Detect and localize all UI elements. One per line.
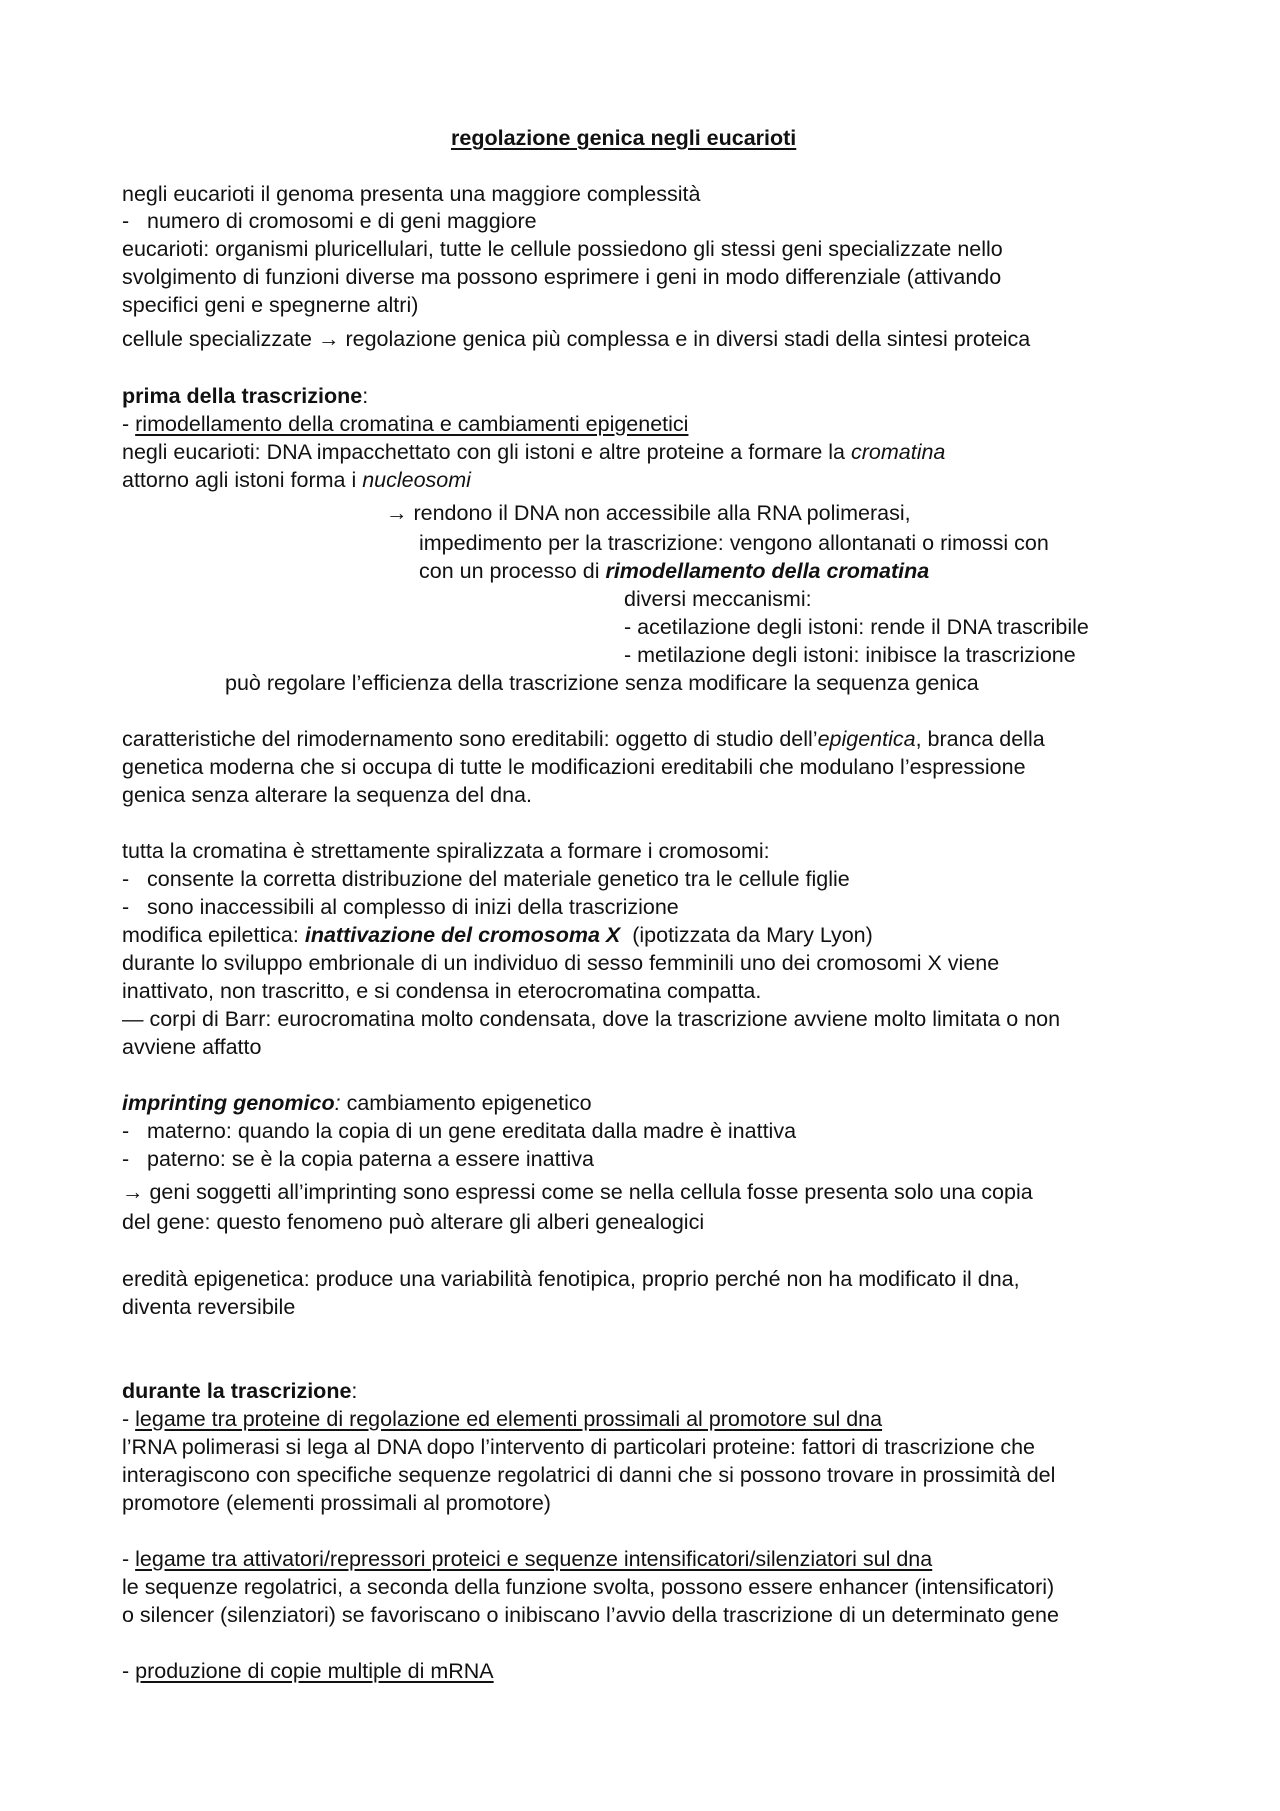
mechanism-acetylation: - acetilazione degli istoni: rende il DNA trascribile bbox=[624, 615, 1089, 639]
chrom-bullet-1: consente la corretta distribuzione del materiale genetico tra le cellule figlie bbox=[147, 867, 850, 891]
during-para-1-line-3: promotore (elementi prossimali al promotore) bbox=[122, 1491, 551, 1515]
before-arrow-line-3: con un processo di rimodellamento della cromatina bbox=[419, 559, 930, 583]
mechanism-methylation: - metilazione degli istoni: inibisce la trascrizione bbox=[624, 643, 1076, 667]
chrom-line-6: avviene affatto bbox=[122, 1035, 262, 1059]
intro-line-3: svolgimento di funzioni diverse ma possono esprimere i geni in modo differenziale (attivando bbox=[122, 265, 1002, 289]
imprint-bullet-2: paterno: se è la copia paterna a essere inattiva bbox=[147, 1147, 595, 1171]
during-para-1-line-2: interagiscono con specifiche sequenze regolatrici di danni che si possono trovare in prossimità del bbox=[122, 1463, 1056, 1487]
during-subheading-2: - legame tra attivatori/repressori proteici e sequenze intensificatori/silenziatori sul dna bbox=[122, 1547, 933, 1571]
chrom-line-4: inattivato, non trascritto, e si condensa in eterocromatina compatta. bbox=[122, 979, 762, 1003]
imprint-heading: imprinting genomico: cambiamento epigenetico bbox=[122, 1091, 592, 1115]
intro-line-4: specifici geni e spegnerne altri) bbox=[122, 293, 419, 317]
during-para-2-line-2: o silencer (silenziatori) se favoriscano o inibiscano l’avvio della trascrizione di un determinato gene bbox=[122, 1603, 1059, 1627]
imprint-line-1: → geni soggetti all’imprinting sono espressi come se nella cellula fosse presenta solo una copia bbox=[122, 1180, 1033, 1204]
chrom-bullet-dash-2: - bbox=[122, 895, 130, 919]
chrom-line-5: — corpi di Barr: eurocromatina molto condensata, dove la trascrizione avviene molto limitata o non bbox=[122, 1007, 1061, 1031]
heredity-line-1: eredità epigenetica: produce una variabilità fenotipica, proprio perché non ha modificato il dna, bbox=[122, 1267, 1020, 1291]
chrom-line-1: tutta la cromatina è strettamente spiralizzata a formare i cromosomi: bbox=[122, 839, 770, 863]
intro-bullet-dash: - bbox=[122, 209, 130, 233]
chrom-line-2: modifica epilettica: inattivazione del cromosoma X (ipotizzata da Mary Lyon) bbox=[122, 923, 873, 947]
epi-line-2: genetica moderna che si occupa di tutte le modificazioni ereditabili che modulano l’espressione bbox=[122, 755, 1026, 779]
imprint-bullet-dash-2: - bbox=[122, 1147, 130, 1171]
during-para-2-line-1: le sequenze regolatrici, a seconda della funzione svolta, possono essere enhancer (intensificatori) bbox=[122, 1575, 1055, 1599]
before-heading: prima della trascrizione: bbox=[122, 384, 369, 408]
during-subheading-1: - legame tra proteine di regolazione ed elementi prossimali al promotore sul dna bbox=[122, 1407, 883, 1431]
page-title: regolazione genica negli eucarioti bbox=[451, 126, 797, 150]
imprint-bullet-1: materno: quando la copia di un gene ereditata dalla madre è inattiva bbox=[147, 1119, 797, 1143]
mechanisms-label: diversi meccanismi: bbox=[624, 587, 812, 611]
imprint-bullet-dash-1: - bbox=[122, 1119, 130, 1143]
during-para-1-line-1: l’RNA polimerasi si lega al DNA dopo l’intervento di particolari proteine: fattori di trascrizione che bbox=[122, 1435, 1035, 1459]
during-subheading-3: - produzione di copie multiple di mRNA bbox=[122, 1659, 494, 1683]
intro-bullet-1: numero di cromosomi e di geni maggiore bbox=[147, 209, 537, 233]
chrom-bullet-2: sono inaccessibili al complesso di inizi della trascrizione bbox=[147, 895, 679, 919]
before-line-1: negli eucarioti: DNA impacchettato con gli istoni e altre proteine a formare la cromatina bbox=[122, 440, 946, 464]
before-line-2: attorno agli istoni forma i nucleosomi bbox=[122, 468, 471, 492]
heredity-line-2: diventa reversibile bbox=[122, 1295, 296, 1319]
epi-line-1: caratteristiche del rimodernamento sono ereditabili: oggetto di studio dell’epigentica, branca della bbox=[122, 727, 1045, 751]
before-subheading: - rimodellamento della cromatina e cambiamenti epigenetici bbox=[122, 412, 689, 436]
chrom-bullet-dash-1: - bbox=[122, 867, 130, 891]
epi-line-3: genica senza alterare la sequenza del dna. bbox=[122, 783, 532, 807]
before-arrow-line-2: impedimento per la trascrizione: vengono allontanati o rimossi con bbox=[419, 531, 1049, 555]
intro-line-1: negli eucarioti il genoma presenta una maggiore complessità bbox=[122, 182, 701, 206]
efficiency-line: può regolare l’efficienza della trascrizione senza modificare la sequenza genica bbox=[225, 671, 979, 695]
chrom-line-3: durante lo sviluppo embrionale di un individuo di sesso femminili uno dei cromosomi X viene bbox=[122, 951, 1000, 975]
during-heading: durante la trascrizione: bbox=[122, 1379, 358, 1403]
imprint-line-2: del gene: questo fenomeno può alterare gli alberi genealogici bbox=[122, 1210, 705, 1234]
before-arrow-line-1: → rendono il DNA non accessibile alla RNA polimerasi, bbox=[386, 501, 911, 525]
intro-line-2: eucarioti: organismi pluricellulari, tutte le cellule possiedono gli stessi geni specializzate nello bbox=[122, 237, 1003, 261]
intro-line-5: cellule specializzate → regolazione genica più complessa e in diversi stadi della sintesi proteica bbox=[122, 327, 1031, 351]
